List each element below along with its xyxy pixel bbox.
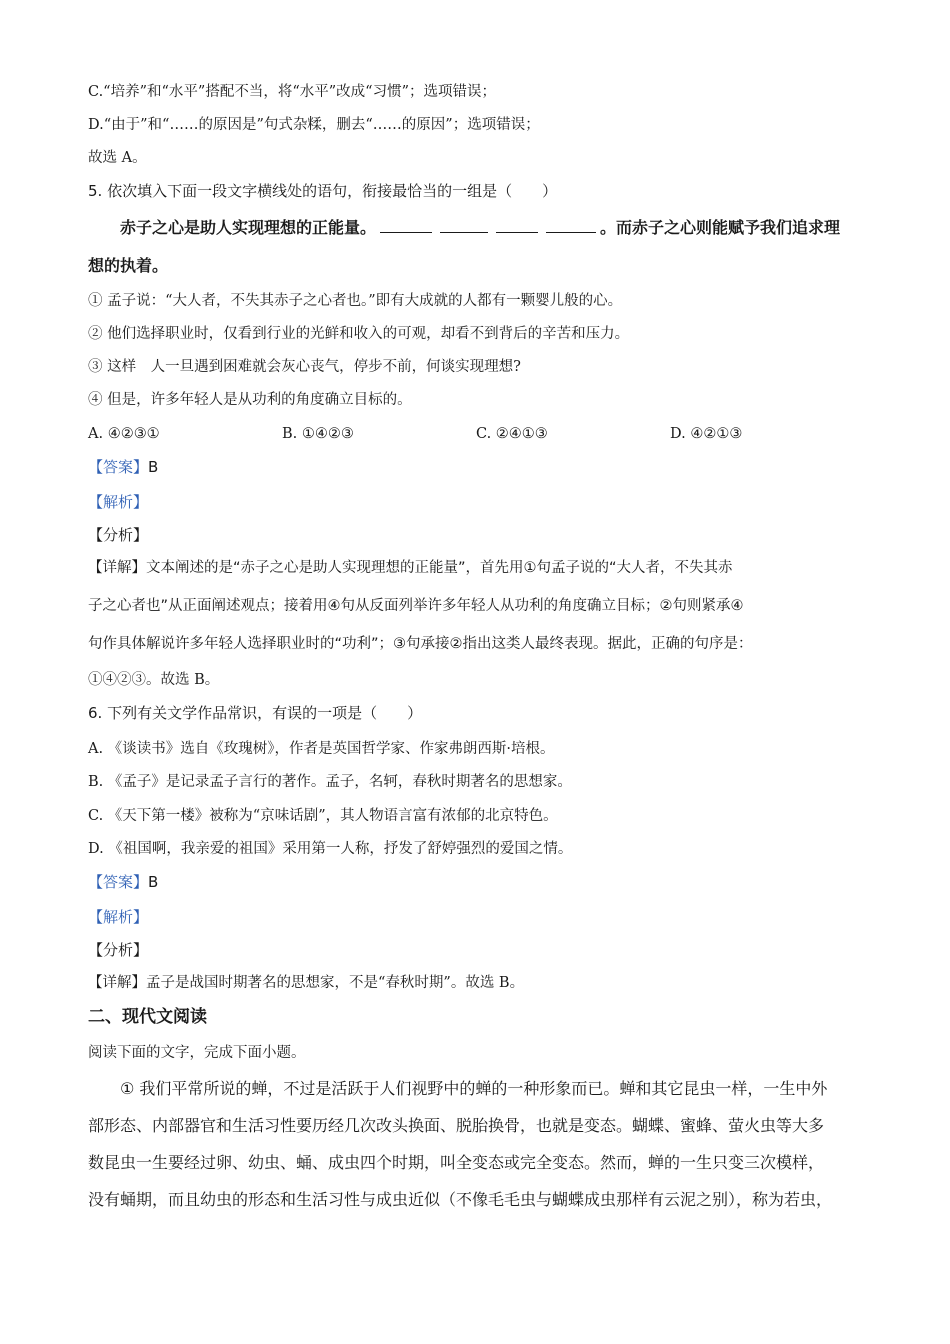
passage-para1-line1: ① 我们平常所说的蝉，不过是活跃于人们视野中的蝉的一种形象而已。蝉和其它昆虫一样，一生中外 [120,1079,828,1098]
q6-option-b: B. 《孟子》是记录孟子言行的著作。孟子，名轲，春秋时期著名的思想家。 [88,774,572,790]
q5-blank-1 [380,218,432,233]
q5-detail-line2: 子之心者也”从正面阐述观点；接着用④句从反面列举许多年轻人从功利的角度确立目标；②句则紧承④ [88,598,744,614]
q6-option-d: D. 《祖国啊，我亲爱的祖国》采用第一人称，抒发了舒婷强烈的爱国之情。 [88,841,573,857]
q5-detail-line3: 句作具体解说许多年轻人选择职业时的“功利”；③句承接②指出这类人最终表现。据此，正确的句序是： [88,636,753,652]
q5-answer-line [88,457,158,477]
prev-option-c-explanation: C.“培养”和“水平”搭配不当，将“水平”改成“习惯”；选项错误； [88,84,496,100]
q5-blank-2 [440,218,488,233]
q6-answer-line [88,872,158,892]
q5-analysis-label: 【解析】 [88,493,149,511]
prev-conclusion: 故选 A。 [88,150,147,166]
q5-answer-value: B [148,458,159,476]
q5-passage-line1 [120,218,840,238]
passage-para1-line2: 部形态、内部器官和生活习性要历经几次改头换面、脱胎换骨，也就是变态。蝴蝶、蜜蜂、萤火虫等大多 [88,1116,825,1135]
q5-option-d: D. ④②①③ [670,426,743,442]
q5-item-1: ① 孟子说：“大人者，不失其赤子之心者也。”即有大成就的人都有一颗婴儿般的心。 [88,293,623,309]
prev-option-d-explanation: D.“由于”和“……的原因是”句式杂糅，删去“……的原因”；选项错误； [88,117,540,133]
q5-detail-line4: ①④②③。故选 B。 [88,672,220,688]
q5-item-3: ③ 这样 人一旦遇到困难就会灰心丧气，停步不前，何谈实现理想? [88,359,521,375]
q5-item-2: ② 他们选择职业时，仅看到行业的光鲜和收入的可观，却看不到背后的辛苦和压力。 [88,326,630,342]
passage-para1-line3: 数昆虫一生要经过卵、幼虫、蛹、成虫四个时期，叫全变态或完全变态。然而，蝉的一生只变三次模样， [88,1153,825,1172]
q5-option-c: C. ②④①③ [476,426,548,442]
q6-stem: 6. 下列有关文学作品常识，有误的一项是（ ） [88,704,423,722]
q6-fenxi-label: 【分析】 [88,941,149,959]
q5-item-4: ④ 但是，许多年轻人是从功利的角度确立目标的。 [88,392,412,408]
q5-option-a: A. ④②③① [88,426,160,442]
q6-answer-label: 【答案】 [88,873,149,891]
q6-option-a: A. 《谈读书》选自《玫瑰树》，作者是英国哲学家、作家弗朗西斯·培根。 [88,741,555,757]
q6-answer-value: B [148,873,159,891]
q5-answer-label: 【答案】 [88,458,149,476]
q5-stem: 5. 依次填入下面一段文字横线处的语句，衔接最恰当的一组是（ ） [88,182,558,200]
q6-detail: 【详解】孟子是战国时期著名的思想家，不是“春秋时期”。故选 B。 [88,975,525,991]
q5-passage-mid: 。而赤子之心则能赋予我们追求理 [600,218,841,237]
q5-fenxi-label: 【分析】 [88,526,149,544]
q5-blank-3 [496,218,538,233]
q5-option-b: B. ①④②③ [282,426,354,442]
q6-option-c: C. 《天下第一楼》被称为“京味话剧”，其人物语言富有浓郁的北京特色。 [88,808,558,824]
q6-analysis-label: 【解析】 [88,908,149,926]
q5-passage-end: 想的执着。 [88,256,169,275]
passage-para1-line4: 没有蛹期，而且幼虫的形态和生活习性与成虫近似（不像毛毛虫与蝴蝶成虫那样有云泥之别），称为若虫， [88,1190,833,1209]
q5-detail-line1: 【详解】文本阐述的是“赤子之心是助人实现理想的正能量”，首先用①句孟子说的“大人者，不失其赤 [88,560,733,576]
q5-passage-start: 赤子之心是助人实现理想的正能量。 [120,218,377,237]
q5-blank-4 [546,218,596,233]
section-instruction: 阅读下面的文字，完成下面小题。 [88,1045,306,1061]
section-heading: 二、现代文阅读 [88,1007,207,1027]
